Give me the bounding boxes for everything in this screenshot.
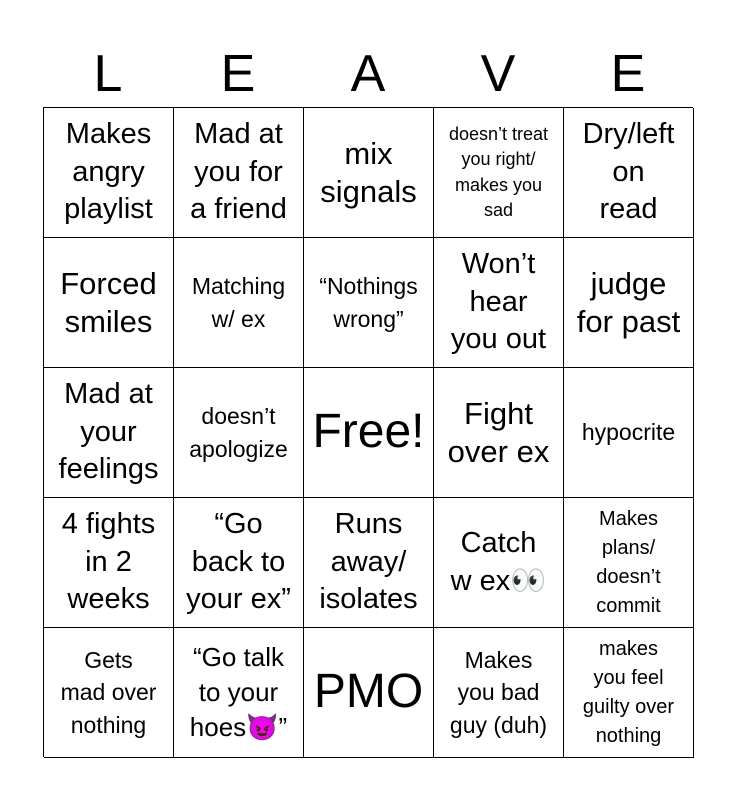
bingo-cell[interactable] <box>44 238 174 368</box>
bingo-cell[interactable] <box>304 108 434 238</box>
bingo-cell[interactable] <box>434 498 564 628</box>
cell-text: “Nothings wrong” <box>319 273 418 332</box>
cell-text: doesn’t apologize <box>189 403 288 462</box>
bingo-cell[interactable] <box>304 498 434 628</box>
cell-text: Runs away/ isolates <box>319 507 418 616</box>
bingo-cell[interactable] <box>304 628 434 758</box>
cell-text: Makes you bad guy (duh) <box>449 647 548 738</box>
bingo-cell[interactable] <box>564 108 694 238</box>
bingo-board <box>43 107 693 757</box>
header-letter-e: E <box>220 45 256 103</box>
bingo-cell[interactable] <box>174 108 304 238</box>
bingo-cell[interactable] <box>564 368 694 498</box>
bingo-cell[interactable] <box>174 368 304 498</box>
bingo-cell[interactable] <box>564 238 694 368</box>
cell-text: Fight over ex <box>447 396 550 469</box>
bingo-cell[interactable] <box>434 108 564 238</box>
free-space-text: Free! <box>312 405 425 459</box>
bingo-cell[interactable] <box>564 498 694 628</box>
bingo-cell[interactable] <box>174 628 304 758</box>
cell-text: PMO <box>313 665 424 719</box>
header-letter-l: L <box>93 45 123 103</box>
cell-text: Catch w ex👀 <box>450 526 547 597</box>
cell-text: Gets mad over nothing <box>60 647 157 738</box>
cell-text: “Go back to your ex” <box>186 507 291 616</box>
cell-text: Makes angry playlist <box>64 117 153 226</box>
header-letter-v: V <box>480 45 516 103</box>
cell-text: doesn’t treat you right/ makes you sad <box>448 124 549 220</box>
bingo-header <box>43 40 693 108</box>
bingo-cell[interactable] <box>44 108 174 238</box>
bingo-cell[interactable] <box>434 628 564 758</box>
cell-text: Dry/left on read <box>582 117 675 226</box>
cell-text: mix signals <box>320 136 417 209</box>
cell-text: hypocrite <box>581 419 676 446</box>
bingo-cell[interactable] <box>564 628 694 758</box>
cell-text: Mad at you for a friend <box>190 117 287 226</box>
bingo-cell[interactable] <box>44 368 174 498</box>
bingo-cell-free[interactable] <box>304 368 434 498</box>
header-letter-e2: E <box>610 45 646 103</box>
bingo-cell[interactable] <box>174 498 304 628</box>
bingo-cell[interactable] <box>434 368 564 498</box>
bingo-cell[interactable] <box>174 238 304 368</box>
bingo-cell[interactable] <box>434 238 564 368</box>
cell-text: “Go talk to your hoes😈” <box>189 641 288 743</box>
bingo-cell[interactable] <box>44 628 174 758</box>
cell-text: Makes plans/ doesn’t commit <box>596 507 661 617</box>
cell-text: makes you feel guilty over nothing <box>582 637 675 747</box>
cell-text: Matching w/ ex <box>191 273 286 332</box>
cell-text: judge for past <box>576 266 681 339</box>
cell-text: Mad at your feelings <box>58 377 159 486</box>
cell-text: 4 fights in 2 weeks <box>61 507 156 616</box>
bingo-cell[interactable] <box>304 238 434 368</box>
header-letter-a: A <box>350 45 386 103</box>
bingo-cell[interactable] <box>44 498 174 628</box>
cell-text: Won’t hear you out <box>450 247 547 356</box>
cell-text: Forced smiles <box>60 266 157 339</box>
